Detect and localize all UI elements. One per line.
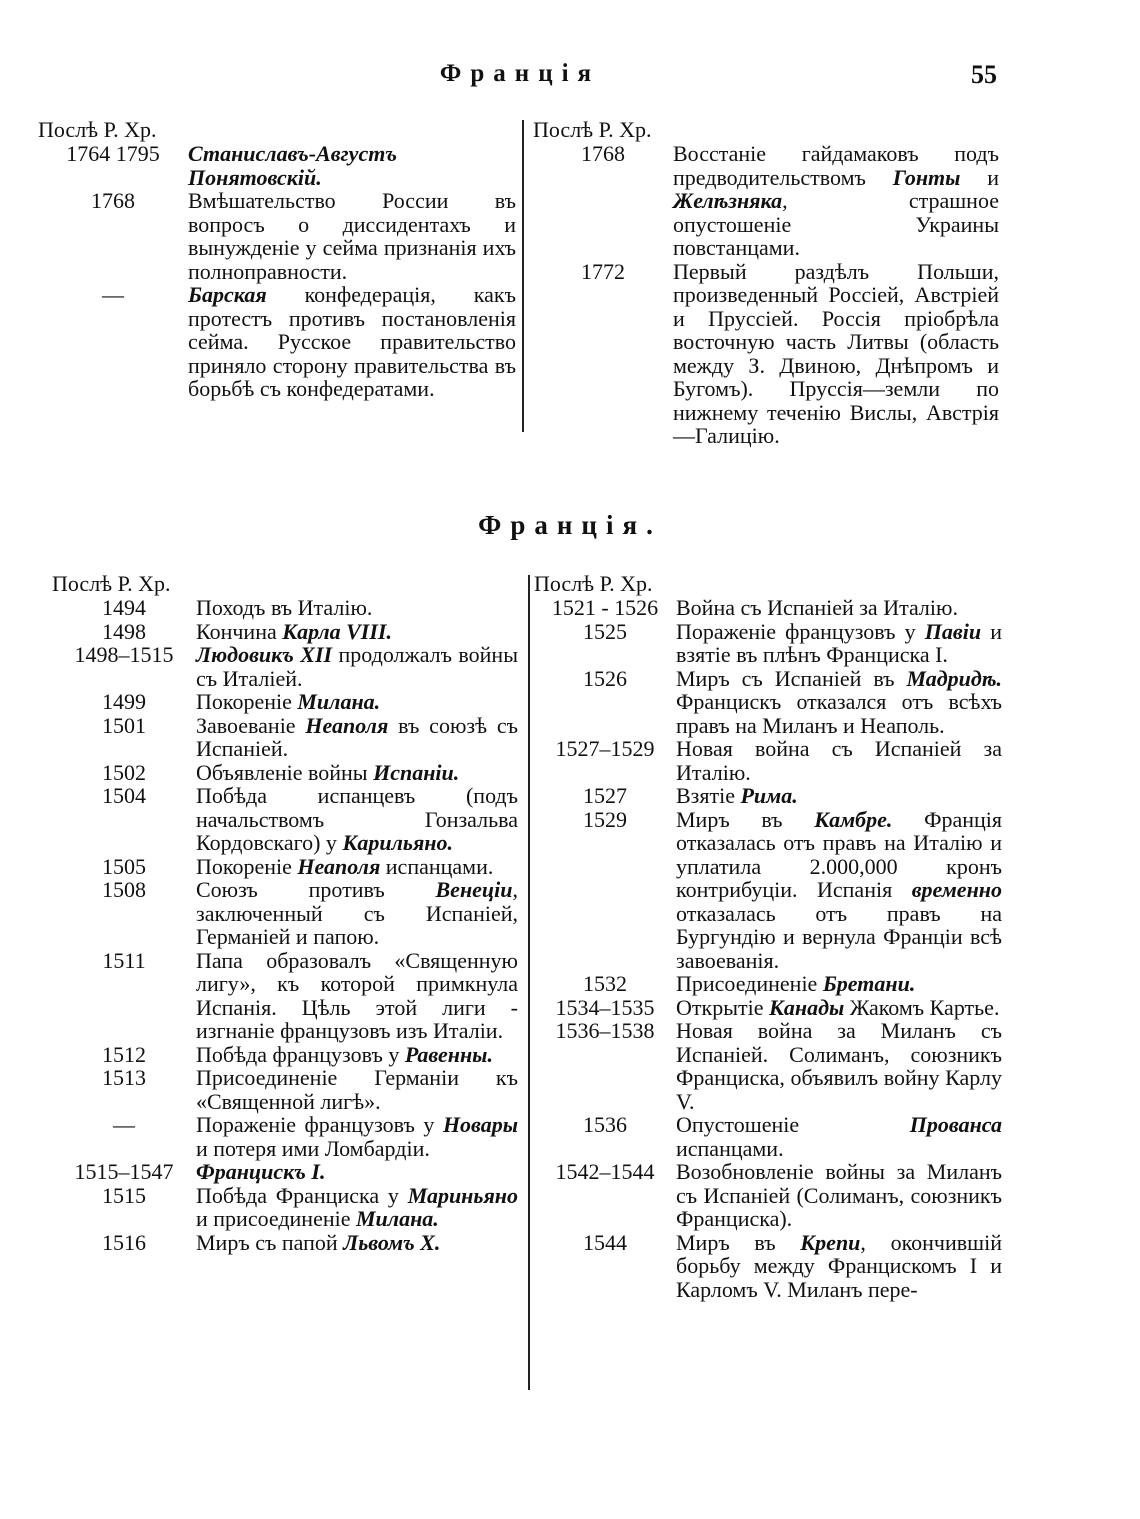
entry-year: 1498 <box>102 618 146 644</box>
entry-text: Кончина Карла VIII. <box>196 618 392 644</box>
running-header <box>0 60 1140 100</box>
chronology-entry <box>534 667 1002 738</box>
entry-text: Объявленіе войны Испаніи. <box>196 759 460 785</box>
entry-text: Первый раздѣлъ Польши, произведенный Россіей, Австріей и Пруссіей. Россія пріобрѣла восточную часть Литвы (область между З. Двиною, Днѣпромъ и Бугомъ). Пруссія—земли по нижнему теченію Вислы, Австрія—Галицію. <box>673 258 999 448</box>
entry-text: Возобновленіе войны за Миланъ съ Испаніей (Солиманъ, союзникъ Франциска). <box>676 1159 1002 1231</box>
section1-right-column <box>533 118 999 448</box>
entry-text: Побѣда французовъ у Равенны. <box>196 1041 493 1067</box>
chronology-entry <box>52 1184 518 1231</box>
running-title: Франція <box>439 60 601 87</box>
chronology-entry <box>534 1019 1002 1113</box>
chronology-entry <box>52 784 518 855</box>
entry-year: 1494 <box>102 595 146 620</box>
entry-year: 1502 <box>102 759 146 785</box>
chronology-entry <box>52 1113 518 1160</box>
entry-year: 1526 <box>583 665 627 691</box>
section1-left-column <box>38 118 516 401</box>
entry-text: Пораженіе французовъ у Павіи и взятіе въ плѣнъ Франциска I. <box>676 618 1002 667</box>
entry-text: Побѣда Франциска у Мариньяно и присоединеніе Милана. <box>196 1182 518 1231</box>
entry-text: Станиславъ-Августъ Понятовскій. <box>188 141 397 190</box>
chronology-entry <box>534 596 1002 620</box>
entry-year: 1498–1515 <box>74 642 174 667</box>
entry-text: Новая война за Миланъ съ Испаніей. Солиманъ, союзникъ Франциска, объявилъ войну Карлу V. <box>676 1018 1002 1114</box>
chronology-entry <box>38 283 516 401</box>
entry-text: Миръ въ Камбре. Франція отказалась отъ правъ на Италію и уплатила 2.000,000 кронъ контрибуціи. Испанія временно отказалась отъ правъ на Бургундію и вернула Франціи всѣ завоеванія. <box>676 806 1002 973</box>
entry-year: 1764 1795 <box>66 141 160 166</box>
entry-text: Покореніе Милана. <box>196 689 381 714</box>
entry-text: Вмѣшательство России въ вопросъ о диссидентахъ и вынужденіе у сейма признанія ихъ полноправности. <box>188 188 516 284</box>
chronology-entry <box>52 690 518 714</box>
chronology-entry <box>534 808 1002 973</box>
entry-year: 1511 <box>102 947 146 973</box>
chronology-entry <box>534 620 1002 667</box>
entry-text: Завоеваніе Неаполя въ союзѣ съ Испаніей. <box>196 712 518 761</box>
column-heading: Послѣ Р. Хр. <box>52 571 171 596</box>
chronology-entry <box>52 949 518 1043</box>
entry-year: 1525 <box>583 618 627 644</box>
section2-left-column <box>52 572 518 1254</box>
chronology-entry <box>52 596 518 620</box>
entry-text: Францискъ I. <box>196 1159 326 1184</box>
entry-year: — <box>113 1112 135 1137</box>
entry-year: 1544 <box>583 1229 627 1255</box>
entry-year: — <box>102 282 124 307</box>
entry-year: 1532 <box>583 971 627 996</box>
chronology-entry <box>534 972 1002 996</box>
chronology-entry <box>52 1231 518 1255</box>
entry-text: Покореніе Неаполя испанцами. <box>196 853 494 879</box>
chronology-entry <box>534 996 1002 1020</box>
section2-right-column <box>534 572 1002 1301</box>
entry-year: 1536 <box>583 1112 627 1137</box>
entry-year: 1515 <box>102 1182 146 1208</box>
entry-year: 1508 <box>102 877 146 902</box>
entry-text: Восстаніе гайдамаковъ подъ предводительствомъ Гонты и Желѣзняка, страшное опустошеніе Украины повстанцами. <box>673 141 999 260</box>
entry-year: 1527–1529 <box>555 736 655 761</box>
entry-year: 1527 <box>583 783 627 808</box>
entry-text: Папа образовалъ «Священную лигу», къ которой примкнула Испанія. Цѣль этой лиги - изгнаніе французовъ изъ Италіи. <box>196 947 518 1043</box>
entry-year: 1513 <box>102 1065 146 1090</box>
entry-year: 1501 <box>102 712 146 738</box>
entry-year: 1504 <box>102 783 146 808</box>
chronology-entry <box>534 1231 1002 1302</box>
column-heading: Послѣ Р. Хр. <box>38 117 157 142</box>
entry-text: Присоединеніе Германіи къ «Священной лигѣ». <box>196 1065 518 1114</box>
entry-text: Миръ съ Испаніей въ Мадридѣ. Францискъ отказался отъ всѣхъ правъ на Миланъ и Неаполь. <box>676 665 1002 738</box>
chronology-entry <box>533 260 999 448</box>
chronology-entry <box>38 142 516 189</box>
entry-text: Новая война съ Испаніей за Италію. <box>676 736 1002 785</box>
entry-year: 1536–1538 <box>555 1018 655 1043</box>
chronology-entry <box>533 142 999 260</box>
entry-text: Миръ въ Крепи, окончившій борьбу между Францискомъ I и Карломъ V. Миланъ пере- <box>676 1229 1002 1302</box>
entry-text: Побѣда испанцевъ (подъ начальствомъ Гонзальва Кордовскаго) у Карильяно. <box>196 783 518 855</box>
entry-year: 1534–1535 <box>555 994 655 1020</box>
column-divider <box>528 575 530 1390</box>
column-heading: Послѣ Р. Хр. <box>533 117 652 142</box>
chronology-entry <box>52 643 518 690</box>
entry-year: 1768 <box>91 188 135 213</box>
entry-text: Пораженіе французовъ у Новары и потеря ими Ломбардіи. <box>196 1112 518 1161</box>
entry-text: Опустошеніе Прованса испанцами. <box>676 1112 1002 1161</box>
chronology-entry <box>534 1113 1002 1160</box>
entry-year: 1542–1544 <box>555 1159 655 1184</box>
entry-year: 1516 <box>102 1229 146 1255</box>
entry-year: 1768 <box>581 141 625 166</box>
chronology-entry <box>534 737 1002 784</box>
chronology-entry <box>52 855 518 879</box>
entry-text: Присоединеніе Бретани. <box>676 971 916 996</box>
column-divider <box>522 120 524 432</box>
entry-text: Союзъ противъ Венеціи, заключенный съ Испаніей, Германіей и папою. <box>196 877 518 949</box>
entry-year: 1505 <box>102 853 146 879</box>
chronology-entry <box>52 1043 518 1067</box>
entry-year: 1772 <box>581 258 625 284</box>
chronology-entry <box>52 761 518 785</box>
column-heading: Послѣ Р. Хр. <box>534 571 653 596</box>
entry-text: Взятіе Рима. <box>676 783 798 808</box>
chronology-entry <box>38 189 516 283</box>
chronology-entry <box>52 1066 518 1113</box>
entry-text: Барская конфедерація, какъ протестъ противъ постановленія сейма. Русское правительство приняло сторону правительства въ борьбѣ съ конфедератами. <box>188 282 516 401</box>
chronology-entry <box>52 1160 518 1184</box>
section-title: Франція. <box>478 510 662 540</box>
entry-text: Людовикъ XII продолжалъ войны съ Италіей. <box>196 642 518 691</box>
chronology-entry <box>52 878 518 949</box>
entry-year: 1499 <box>102 689 146 714</box>
chronology-entry <box>534 1160 1002 1231</box>
chronology-entry <box>52 620 518 644</box>
entry-text: Миръ съ папой Львомъ X. <box>196 1229 441 1255</box>
entry-year: 1512 <box>102 1041 146 1067</box>
entry-text: Походъ въ Италію. <box>196 595 373 620</box>
chronology-entry <box>534 784 1002 808</box>
chronology-entry <box>52 714 518 761</box>
entry-text: Война съ Испаніей за Италію. <box>676 595 958 620</box>
entry-year: 1515–1547 <box>74 1159 174 1184</box>
entry-year: 1529 <box>583 806 627 832</box>
page-number: 55 <box>971 60 997 89</box>
entry-text: Открытіе Канады Жакомъ Картье. <box>676 994 1000 1020</box>
entry-year: 1521 - 1526 <box>551 595 659 620</box>
